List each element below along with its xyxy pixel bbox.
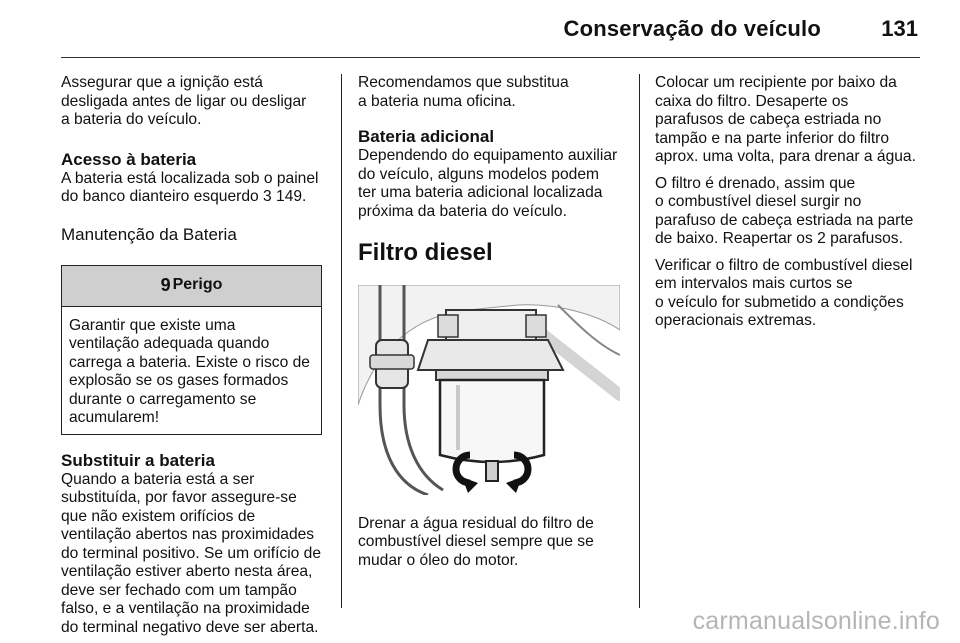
column-divider (639, 74, 640, 608)
filter-paragraph-3: Verificar o filtro de combustível diesel em intervalos mais curtos se o veículo for submetido a condições operacionais extremas. (655, 256, 913, 329)
diesel-filter-drawing (358, 285, 620, 495)
column-3 (655, 74, 927, 337)
column-1 (61, 74, 326, 643)
warning-text: Garantir que existe uma ventilação adequada quando carrega a bateria. Existe o risco de explosão se os gases formados durante o carregamento se acumularem! (69, 316, 310, 426)
filter-paragraph-2: O filtro é drenado, assim que o combustível diesel surgir no parafuso de cabeça estriada na parte de baixo. Reapertar os 2 parafusos. (655, 174, 914, 247)
section-heading-manutencao: Manutenção da Bateria (61, 224, 237, 244)
adicional-paragraph: Dependendo do equipamento auxiliar do veículo, alguns modelos podem ter uma bateria adicional localizada próxima da bateria do veículo. (358, 147, 618, 220)
warning-box (61, 265, 322, 435)
section-heading-acesso: Acesso à bateria (61, 149, 197, 169)
intro-paragraph: Assegurar que a ignição está desligada antes de ligar ou desligar a bateria do veículo. (61, 74, 307, 128)
column-divider (341, 74, 342, 608)
section-heading-filtro: Filtro diesel (358, 239, 493, 266)
warning-header (62, 266, 321, 307)
substituir-paragraph: Quando a bateria está a ser substituída, por favor assegure-se que não existem orifícios de ventilação abertos nas proximidades do terminal positivo. Se um orifício de ventilação estiver aberto nesta área, deve ser fechado com um tampão falso, e a ventilação na proximidade do terminal negativo deve ser aberta. (61, 470, 322, 636)
acesso-paragraph (61, 170, 326, 207)
acesso-text: A bateria está localizada sob o painel do banco dianteiro esquerdo (61, 169, 319, 205)
section-heading-substituir: Substituir a bateria (61, 450, 215, 470)
page-reference-arrow-icon: 3 (263, 188, 272, 205)
recommend-paragraph: Recomendamos que substitua a bateria numa oficina. (358, 74, 569, 110)
diesel-filter-illustration (358, 285, 626, 501)
warning-title: Perigo (172, 276, 223, 294)
watermark: carmanualsonline.info (692, 607, 940, 635)
header-rule (61, 57, 920, 58)
page-number: 131 (881, 16, 918, 41)
filter-caption: Drenar a água residual do filtro de combustível diesel sempre que se mudar o óleo do motor. (358, 514, 594, 569)
column-2 (358, 74, 626, 576)
filter-paragraph-1: Colocar um recipiente por baixo da caixa do filtro. Desaperte os parafusos de cabeça estriada no tampão e na parte inferior do filtro aprox. uma volta, para drenar a água. (655, 74, 916, 165)
warning-triangle-icon: 9 (160, 275, 171, 296)
section-heading-adicional: Bateria adicional (358, 127, 495, 146)
page-title: Conservação do veículo (563, 16, 821, 41)
page-reference-number: 149. (271, 188, 307, 205)
